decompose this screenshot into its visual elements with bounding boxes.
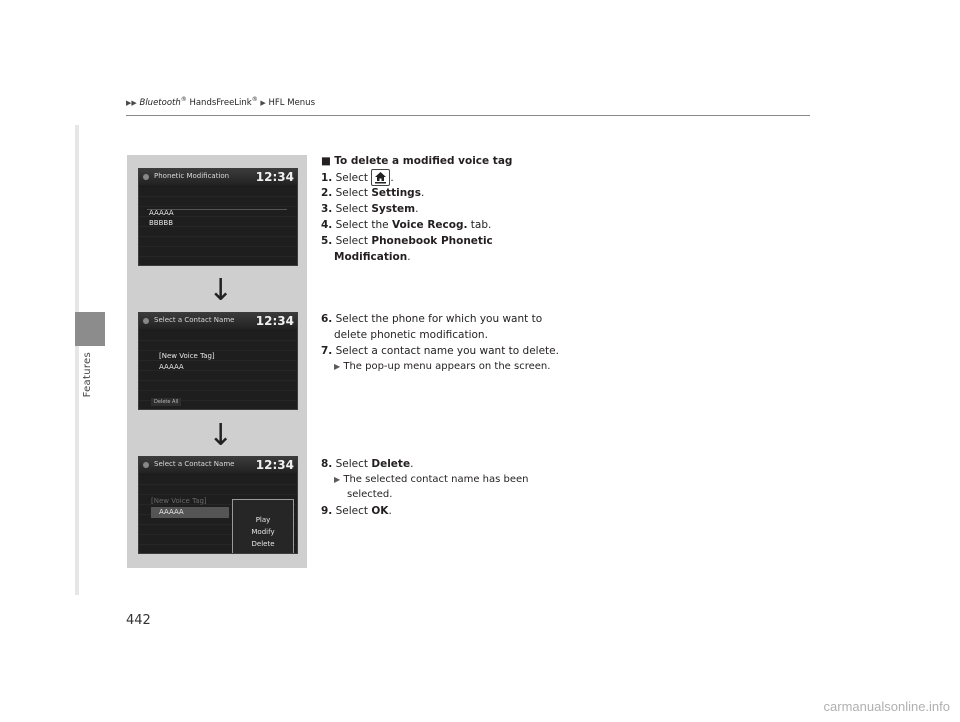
step-number: 9.	[321, 505, 333, 517]
down-arrow-icon: ↓	[208, 418, 234, 453]
chapter-label: Features	[82, 352, 93, 398]
step-number: 5.	[321, 235, 333, 247]
note-selected	[334, 472, 529, 488]
list-item[interactable]: AAAAA	[159, 363, 184, 371]
note-selected-continued	[347, 487, 392, 503]
step-6-continued	[334, 327, 488, 343]
screen-body	[139, 187, 297, 265]
step-number: 2.	[321, 187, 333, 199]
note-text: The selected contact name has been	[343, 474, 529, 485]
step-text: Select	[335, 187, 372, 199]
breadcrumb-arrow-icon: ▶▶	[126, 98, 137, 107]
header-divider	[126, 115, 810, 116]
step-text: .	[420, 187, 425, 199]
step-text: Select	[335, 203, 372, 215]
list-item[interactable]: [New Voice Tag]	[159, 352, 215, 360]
note-arrow-icon: ▶	[334, 362, 341, 371]
step-text: tab.	[467, 219, 492, 231]
screen-body	[139, 331, 297, 409]
screen-titlebar	[139, 457, 297, 474]
step-text: .	[410, 458, 414, 470]
step-bold: Delete	[371, 458, 411, 470]
screen-body	[139, 475, 297, 553]
step-1	[321, 169, 394, 186]
step-text: Select the phone for which you want to	[335, 313, 543, 325]
step-number: 1.	[321, 172, 333, 184]
screen-clock: 12:34	[255, 314, 294, 328]
menu-item-play[interactable]: Play	[255, 516, 271, 524]
breadcrumb-hfl-menus: HFL Menus	[268, 97, 315, 108]
chapter-tab[interactable]	[75, 312, 105, 346]
step-number: 3.	[321, 203, 333, 215]
step-text: .	[415, 203, 419, 215]
screen-title: Phonetic Modification	[154, 172, 230, 180]
step-bold: Modification	[334, 251, 408, 263]
step-bold: Voice Recog.	[391, 219, 468, 231]
breadcrumb-arrow-icon: ▶	[260, 98, 266, 107]
step-text: Select	[335, 458, 372, 470]
step-number: 6.	[321, 313, 333, 325]
step-5-continued	[334, 249, 411, 265]
step-text: delete phonetic modification.	[334, 329, 488, 341]
step-bold: Settings	[371, 187, 421, 199]
step-bold: Phonebook Phonetic	[371, 235, 493, 247]
step-number: 7.	[321, 345, 333, 357]
step-text: Select	[335, 235, 372, 247]
screen-clock: 12:34	[255, 170, 294, 184]
down-arrow-icon: ↓	[208, 273, 234, 308]
step-4	[321, 217, 491, 233]
list-item[interactable]: BBBBB	[149, 219, 174, 227]
screen-select-contact-popup	[138, 456, 298, 554]
step-bold: OK	[371, 505, 389, 517]
note-arrow-icon: ▶	[334, 475, 341, 484]
heading-text: To delete a modified voice tag	[334, 155, 513, 167]
step-text: .	[388, 505, 392, 517]
note-text: The pop-up menu appears on the screen.	[343, 361, 551, 372]
screen-select-contact	[138, 312, 298, 410]
step-8	[321, 456, 413, 472]
breadcrumb-bluetooth: Bluetooth	[139, 97, 181, 108]
step-3	[321, 201, 418, 217]
list-item[interactable]: AAAAA	[159, 508, 184, 516]
bullet-square-icon: ■	[321, 155, 331, 167]
screen-titlebar	[139, 313, 297, 330]
step-number: 4.	[321, 219, 333, 231]
note-text: selected.	[347, 489, 393, 500]
step-text: .	[390, 172, 394, 184]
step-bold: System	[371, 203, 416, 215]
step-6	[321, 311, 542, 327]
step-9	[321, 503, 392, 519]
registered-mark: ®	[180, 96, 187, 103]
delete-all-button[interactable]: Delete All	[151, 398, 181, 406]
menu-item-modify[interactable]: Modify	[251, 528, 275, 536]
side-strip	[75, 125, 79, 595]
list-item[interactable]: AAAAA	[149, 209, 174, 217]
screen-phonetic-modification	[138, 168, 298, 266]
breadcrumb	[126, 96, 315, 108]
step-text: Select the	[335, 219, 392, 231]
screen-title: Select a Contact Name	[154, 460, 235, 468]
registered-mark: ®	[251, 96, 258, 103]
section-heading	[321, 153, 512, 169]
list-item[interactable]: [New Voice Tag]	[151, 497, 207, 505]
status-icon	[143, 318, 149, 324]
menu-item-delete[interactable]: Delete	[251, 540, 275, 548]
home-icon	[371, 169, 390, 186]
popup-menu	[232, 499, 294, 554]
step-number: 8.	[321, 458, 333, 470]
step-text: Select	[335, 505, 372, 517]
step-text: Select	[335, 172, 372, 184]
step-7	[321, 343, 559, 359]
screen-titlebar	[139, 169, 297, 186]
screen-title: Select a Contact Name	[154, 316, 235, 324]
status-icon	[143, 462, 149, 468]
status-icon	[143, 174, 149, 180]
step-2	[321, 185, 424, 201]
page-number: 442	[126, 613, 151, 628]
step-text: .	[407, 251, 411, 263]
note-popup	[334, 359, 550, 375]
screen-clock: 12:34	[255, 458, 294, 472]
step-5	[321, 233, 493, 249]
breadcrumb-hfl: HandsFreeLink	[186, 97, 252, 108]
watermark: carmanualsonline.info	[823, 699, 950, 714]
step-text: Select a contact name you want to delete.	[335, 345, 559, 357]
